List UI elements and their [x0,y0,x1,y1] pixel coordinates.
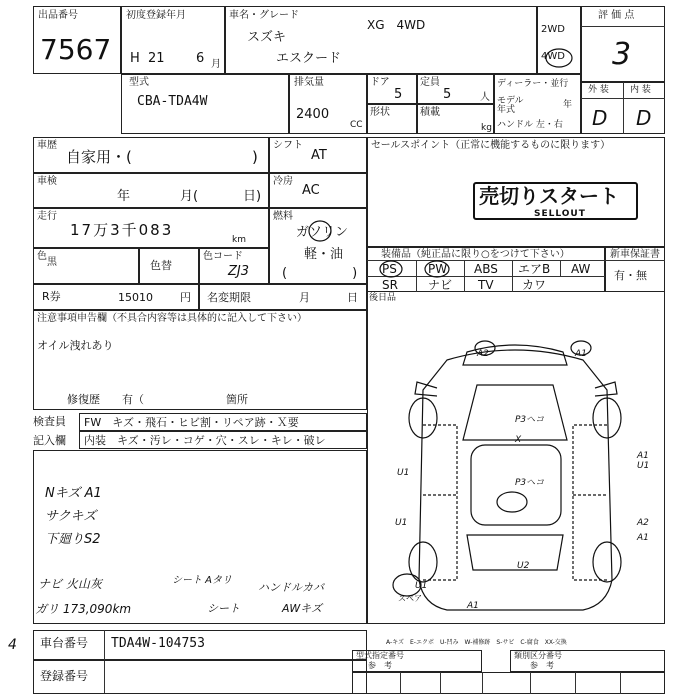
spare-label: スペア [398,594,422,603]
handwritten-note-1: Nキズ A1 [45,486,102,501]
load-label: 積載 [420,107,440,118]
displacement-unit: CC [350,120,363,130]
mark-x: X [515,435,522,445]
handwritten-note-2: サクキズ [45,509,97,524]
mark-p3-roof: P3ヘコ [515,478,545,488]
inspection-box [33,173,269,208]
sellout-stamp-text: 売切りスタート [479,184,619,208]
exterior-grade: D [592,106,608,130]
mileage-label: 走行 [37,211,57,222]
repair-label: 修復歴 有（ [67,393,144,406]
equip-tv: TV [478,278,494,292]
equip-circles [367,258,467,280]
inspection-day: 日) [243,189,262,204]
exterior-label: 外 装 [588,85,609,95]
handle-label: ハンドル 左・右 [497,120,563,130]
rating-value: 3 [612,37,632,72]
color-code-value: ZJ3 [228,264,250,279]
year-unit: 年 [563,100,573,110]
cooler-label: 冷房 [273,176,293,187]
equip-col3 [512,260,513,292]
name-change-month: 月 [299,291,310,304]
lot-number: 7567 [40,33,112,66]
mileage-value: 17万3千083 [70,221,174,239]
type-spec-ref: 参 考 [368,661,392,670]
class-label: 類別区分番号 [514,651,562,660]
drive-2wd: 2WD [541,24,565,35]
equip-pw: PW [428,262,448,276]
class-ref: 参 考 [530,661,554,670]
displacement-label: 排気量 [294,77,324,88]
bottom-grid-col3 [482,672,483,694]
load-unit: kg [481,123,492,133]
drive-4wd: 4WD [541,51,565,62]
rating-divider [581,26,665,27]
equip-sr: SR [382,278,398,292]
capacity-label: 定員 [420,77,440,88]
mileage-unit: km [232,235,246,245]
cooler-value: AC [302,183,320,198]
handwritten-note-4: ナビ 火山灰 [38,577,102,591]
equip-leather: カワ [522,278,547,292]
entry-items: 内装 キズ・汚レ・コゲ・穴・スレ・キレ・破レ [84,434,326,447]
handwritten-note-8: シート [207,602,240,615]
notes-value: オイル洩れあり [37,339,114,352]
handwritten-note-6: ハンドルカバ [258,581,324,594]
color-change-label: 色替 [150,259,172,272]
equip-col4 [560,260,561,276]
chassis-label: 車台番号 [40,636,89,650]
repair-place: 箇所 [226,393,248,406]
sales-point-label: セールスポイント（正常に機能するものに限ります） [371,140,611,151]
bottom-grid-col1 [400,672,401,694]
entry-row-label: 記入欄 [33,434,66,447]
bottom-grid [352,672,665,694]
first-reg-era: H [130,51,140,66]
warranty-label: 新車保証書 [610,249,660,260]
history-close: ) [252,148,258,166]
equip-abs: ABS [474,262,498,276]
displacement-value: 2400 [296,107,330,122]
rating-label: 評 価 点 [598,10,635,21]
r-unit: 円 [180,291,191,304]
name-change-day: 日 [347,291,358,304]
back-door-label: 後日品 [369,293,397,303]
car-diagram [367,330,665,620]
mark-a1-rear: A1 [467,601,479,611]
mark-u2-rear: U2 [517,561,530,571]
mark-u1-left: U1 [397,468,410,478]
mark-p3-hood: P3ヘコ [515,415,545,425]
first-reg-month: 6 [196,51,205,66]
model: エスクード [276,51,342,66]
grade: XG 4WD [367,18,426,32]
inspection-year: 年 [117,189,131,204]
r-value: 15010 [118,291,153,304]
type-label: 型式 [129,77,149,88]
shift-label: シフト [273,140,303,151]
history-value: 自家用・( [66,148,132,166]
fuel-label: 燃料 [273,211,293,222]
legend: A-キズ E-エクボ U-凹み W-補修跡 S-サビ C-腐食 XX-交換 [386,639,567,646]
color-code-label: 色コード [203,251,243,262]
history-label: 車歴 [37,140,57,151]
inspection-items: FW キズ・飛石・ヒビ割・リペア跡・Ｘ要 [84,416,299,429]
inspection-label: 車検 [37,176,57,187]
type-value: CBA-TDA4W [137,94,208,109]
drive-4wd-circle [537,44,581,72]
mark-u1-left2: U1 [395,518,408,528]
handwritten-note-9: AWキズ [282,602,322,615]
inspection-month: 月( [180,189,199,204]
equip-aw: AW [571,262,591,276]
chassis-value: TDA4W-104753 [111,636,205,651]
model-year-label: モデル年式 [497,96,524,115]
ext-int-divider [623,82,624,134]
mark-a2-front: A2 [477,349,489,359]
maker: スズキ [247,30,287,45]
reg-label: 登録番号 [40,669,89,683]
warranty-value: 有・無 [614,269,647,282]
capacity-unit: 人 [480,92,490,103]
equipment-label: 装備品（純正品に限り○をつけて下さい） [381,249,570,260]
first-reg-year: 21 [148,51,165,66]
doors-label: ドア [370,77,390,88]
mark-a1-front: A1 [575,349,587,359]
lot-label: 出品番号 [38,10,78,21]
mark-u1-rear: U1 [415,581,428,591]
handwritten-note-7: ガリ 173,090km [35,602,132,616]
notes-label: 注意事項申告欄（不具合内容等は具体的に記入して下さい） [37,313,307,324]
shape-label: 形状 [370,107,390,118]
name-change-label: 名変期限 [207,291,251,304]
color-value: 黒 [47,257,57,268]
fuel-gas-circle [305,218,335,244]
fuel-paren: ( ) [282,266,358,281]
capacity-value: 5 [443,87,452,102]
fuel-gas: ガソリン [296,225,349,240]
bottom-grid-col5 [575,672,576,694]
bottom-grid-col6 [620,672,621,694]
shift-value: AT [311,148,327,163]
doors-value: 5 [394,87,403,102]
month-unit: 月 [211,59,221,70]
equip-ps: PS [382,262,397,276]
bottom-grid-col2 [440,672,441,694]
equip-navi: ナビ [428,278,453,292]
mark-a2-right: A2 [637,518,649,528]
mark-a1-right: A1 [637,451,649,461]
bottom-grid-col4 [530,672,531,694]
mark-u1-right: U1 [637,461,650,471]
page-mark: 4 [8,637,17,653]
interior-grade: D [636,106,652,130]
handwritten-note-5: シート Aタリ [172,575,233,586]
fuel-light: 軽・油 [304,247,344,262]
mark-a1-right2: A1 [637,533,649,543]
equip-airbag: エアB [518,262,551,276]
dealer-label: ディーラー・並行 [497,79,569,89]
sellout-stamp-sub: SELLOUT [534,209,586,219]
type-spec-label: 型式指定番号 [356,651,404,660]
color-label: 色 [37,251,47,262]
ext-int-hdivider [581,98,665,99]
r-label: R券 [42,290,61,303]
handwritten-note-3: 下廻りS2 [45,532,101,547]
model-grade-label: 車名・グレード [229,10,299,21]
warranty-line [605,260,665,261]
first-reg-label: 初度登録年月 [126,10,186,21]
interior-label: 内 装 [630,85,651,95]
inspection-row-label: 検査員 [33,415,66,428]
